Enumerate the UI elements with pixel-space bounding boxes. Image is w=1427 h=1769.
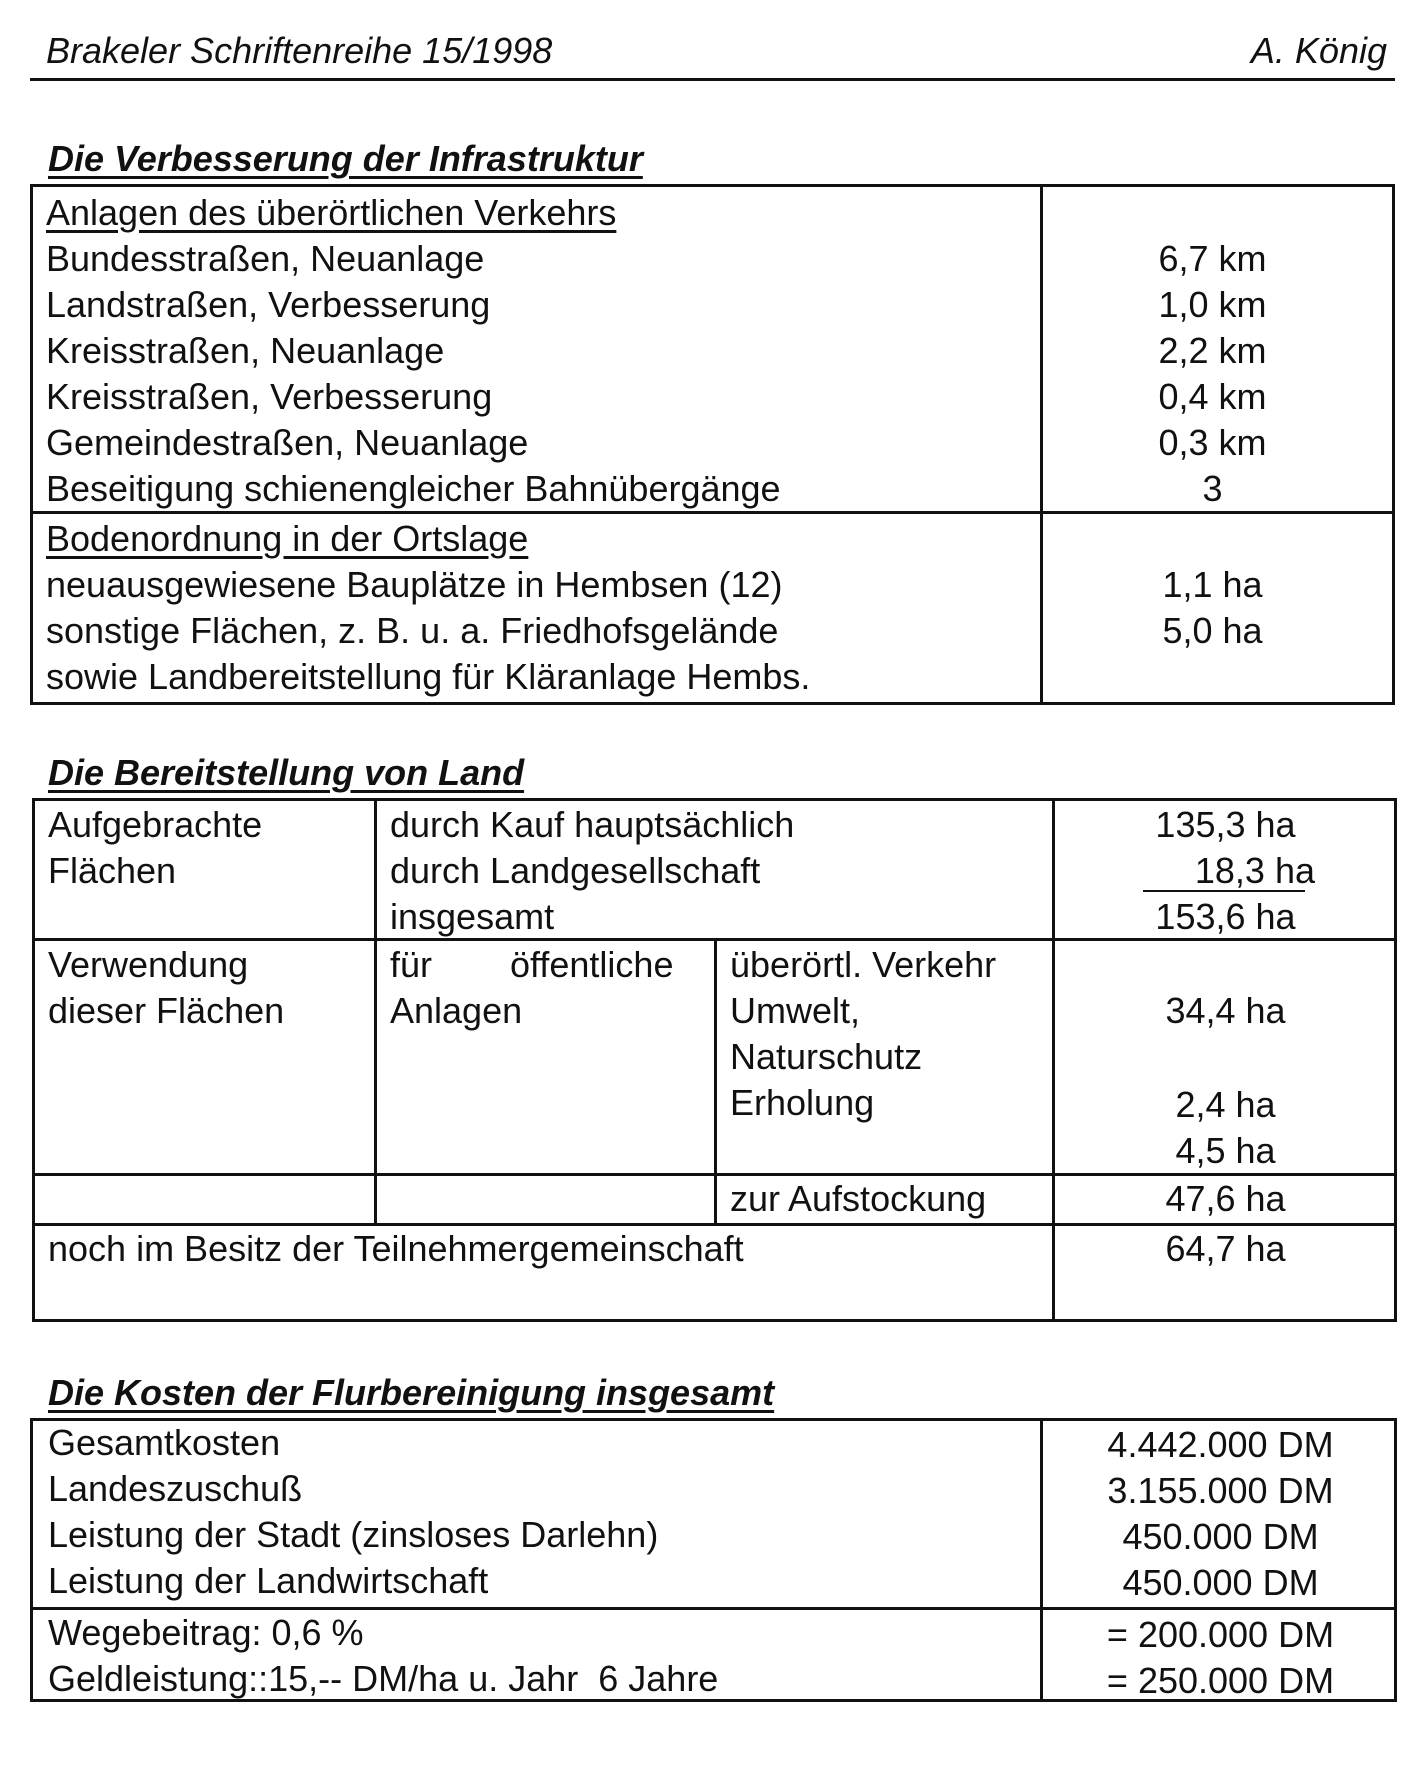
usage-sub-item: Erholung [730, 1082, 875, 1123]
usage-label: dieser Flächen [48, 990, 285, 1031]
stocking-label: zur Aufstockung [730, 1178, 987, 1219]
sum-underline [1143, 890, 1305, 892]
section-title-infrastructure: Die Verbesserung der Infrastruktur [48, 138, 643, 179]
acquired-item-value: 153,6 ha [1155, 896, 1296, 937]
traffic-row-label: Kreisstraßen, Neuanlage [46, 330, 445, 371]
cost-row-label: Gesamtkosten [48, 1422, 281, 1463]
infrastructure-column-divider [1040, 184, 1043, 705]
section-title-land-supply: Die Bereitstellung von Land [48, 752, 525, 793]
traffic-row-label: Landstraßen, Verbesserung [46, 284, 491, 325]
land-supply-divider-3 [1052, 798, 1055, 1322]
land-order-heading: Bodenordnung in der Ortslage [46, 518, 529, 559]
cost-row-label: Leistung der Landwirtschaft [48, 1560, 489, 1601]
acquired-item-label: insgesamt [390, 896, 555, 937]
cost-row-label: Leistung der Stadt (zinsloses Darlehn) [48, 1514, 659, 1555]
traffic-row-value: 6,7 km [1158, 238, 1267, 279]
traffic-row-value: 2,2 km [1158, 330, 1267, 371]
usage-sub-item: überörtl. Verkehr [730, 944, 997, 985]
usage-label: Verwendung [48, 944, 249, 985]
acquired-label: Aufgebrachte [48, 804, 263, 845]
land-order-line: sonstige Flächen, z. B. u. a. Friedhofsgelände [46, 610, 779, 651]
author-name: A. König [1250, 30, 1387, 71]
traffic-row-label: Gemeindestraßen, Neuanlage [46, 422, 529, 463]
land-order-value: 5,0 ha [1162, 610, 1263, 651]
land-supply-divider-2 [714, 938, 717, 1223]
remaining-value: 64,7 ha [1165, 1228, 1286, 1269]
acquired-item-value: 135,3 ha [1155, 804, 1296, 845]
contribution-label: Wegebeitrag: 0,6 % [48, 1612, 364, 1653]
contribution-label: Geldleistung::15,-- DM/ha u. Jahr 6 Jahre [48, 1658, 719, 1699]
usage-purpose-word: öffentliche [510, 944, 674, 985]
acquired-label: Flächen [48, 850, 177, 891]
cost-row-value: 450.000 DM [1122, 1516, 1319, 1557]
usage-value: 34,4 ha [1165, 990, 1286, 1031]
traffic-row-value: 3 [1202, 468, 1223, 509]
cost-row-label: Landeszuschuß [48, 1468, 303, 1509]
acquired-item-label: durch Kauf hauptsächlich [390, 804, 795, 845]
usage-sub-item: Umwelt, [730, 990, 861, 1031]
acquired-item-value: 18,3 ha [1194, 850, 1315, 891]
section-title-costs: Die Kosten der Flurbereinigung insgesamt [48, 1372, 775, 1413]
cost-row-value: 3.155.000 DM [1107, 1470, 1334, 1511]
remaining-label: noch im Besitz der Teilnehmergemeinschaft [48, 1228, 744, 1269]
traffic-row-label: Bundesstraßen, Neuanlage [46, 238, 485, 279]
usage-value: 4,5 ha [1175, 1130, 1276, 1171]
traffic-row-value: 0,3 km [1158, 422, 1267, 463]
land-order-line: sowie Landbereitstellung für Kläranlage Hembs. [46, 656, 811, 697]
usage-purpose-line: Anlagen [390, 990, 523, 1031]
traffic-row-label: Beseitigung schienengleicher Bahnübergänge [46, 468, 781, 509]
acquired-item-label: durch Landgesellschaft [390, 850, 761, 891]
contribution-value: = 250.000 DM [1106, 1660, 1335, 1701]
land-supply-divider-1 [374, 798, 377, 1223]
usage-value: 2,4 ha [1175, 1084, 1276, 1125]
traffic-row-value: 1,0 km [1158, 284, 1267, 325]
land-order-line: neuausgewiesene Bauplätze in Hembsen (12) [46, 564, 783, 605]
page-header [30, 28, 1395, 81]
traffic-heading: Anlagen des überörtlichen Verkehrs [46, 192, 617, 233]
contribution-value: = 200.000 DM [1106, 1614, 1335, 1655]
usage-sub-item: Naturschutz [730, 1036, 923, 1077]
traffic-row-value: 0,4 km [1158, 376, 1267, 417]
costs-column-divider [1040, 1418, 1043, 1702]
usage-purpose-word: für [390, 944, 433, 985]
cost-row-value: 4.442.000 DM [1107, 1424, 1334, 1465]
series-title: Brakeler Schriftenreihe 15/1998 [46, 30, 553, 71]
land-order-value: 1,1 ha [1162, 564, 1263, 605]
cost-row-value: 450.000 DM [1122, 1562, 1319, 1603]
traffic-row-label: Kreisstraßen, Verbesserung [46, 376, 493, 417]
stocking-value: 47,6 ha [1165, 1178, 1286, 1219]
